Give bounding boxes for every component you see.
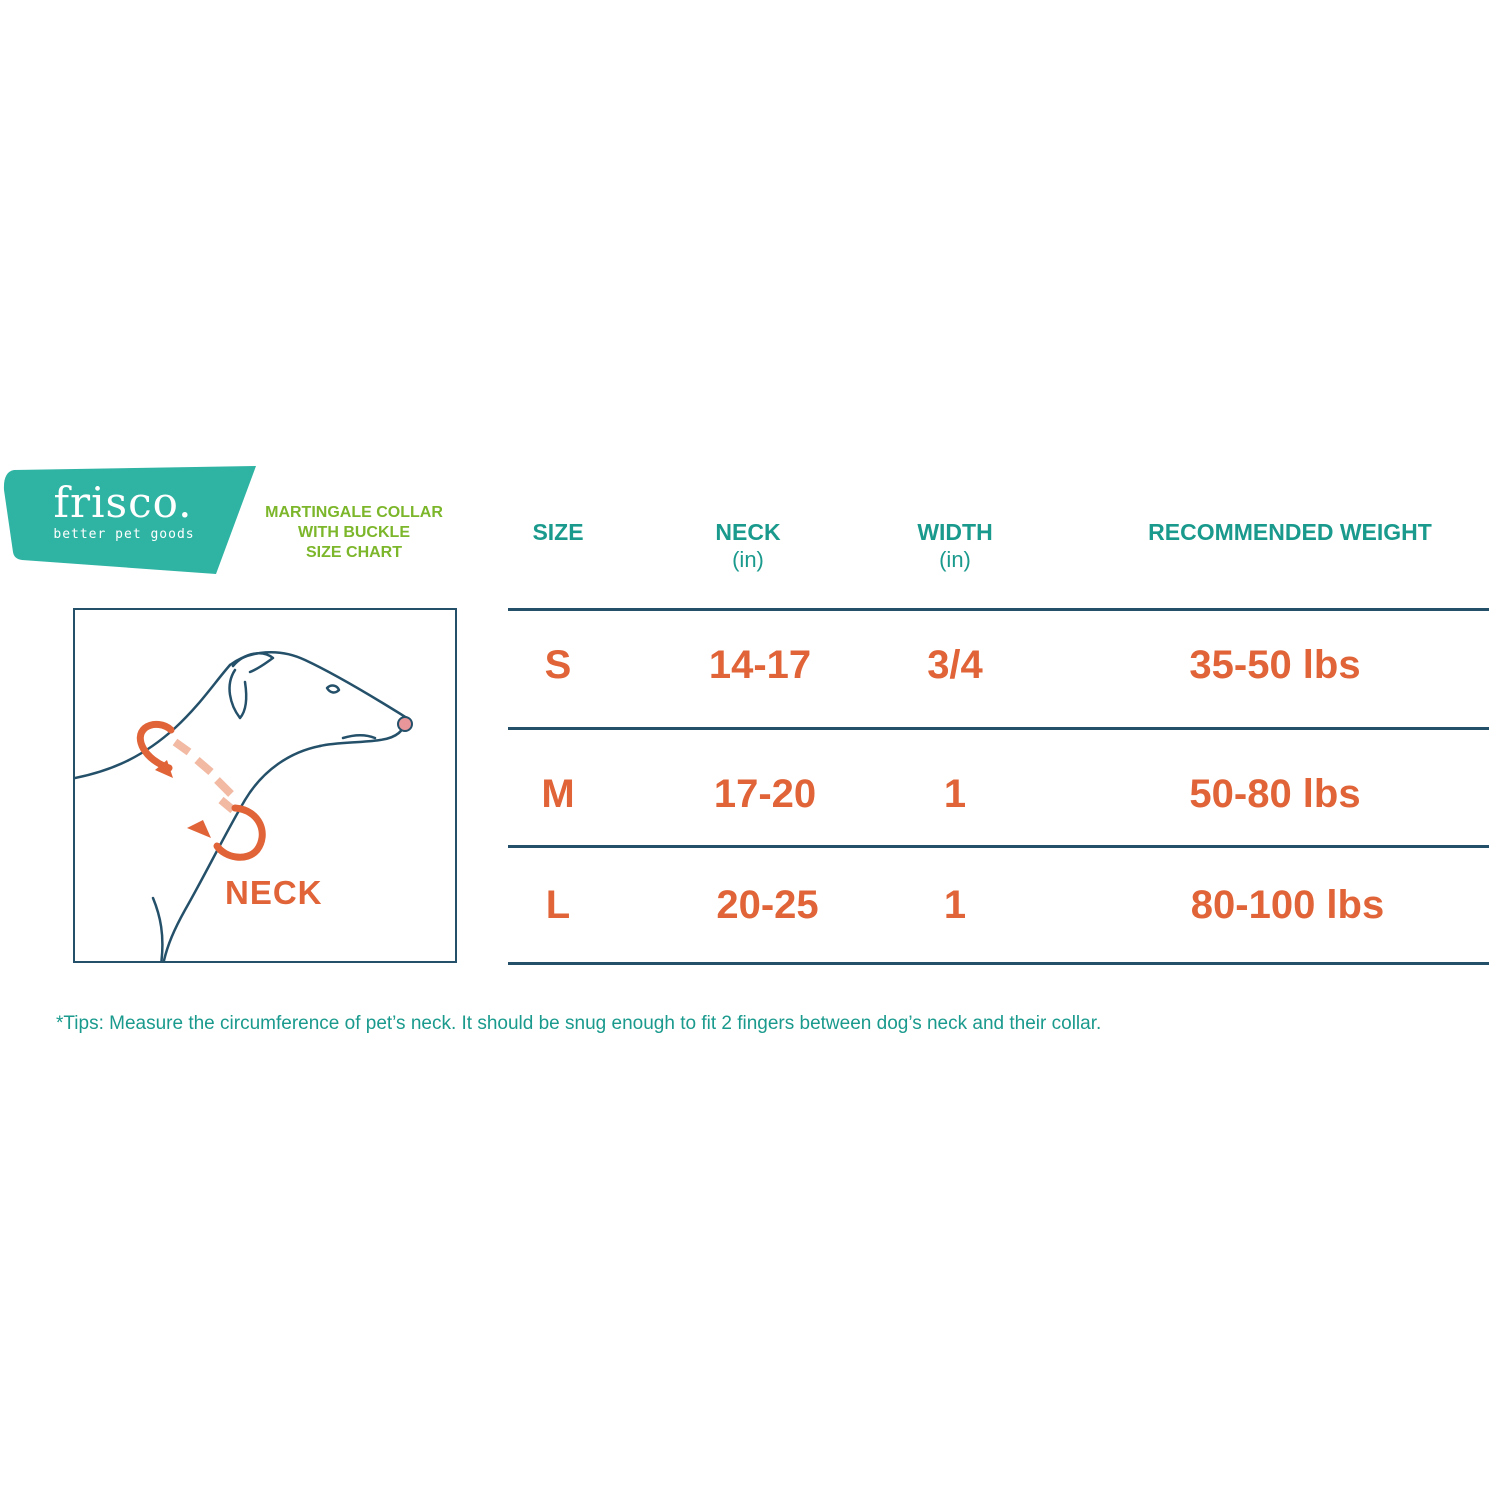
brand-tagline: better pet goods — [53, 527, 195, 542]
table-rule — [508, 962, 1489, 965]
table-cell-neck: 17-20 — [713, 772, 817, 816]
header-neck — [688, 518, 808, 574]
brand-name: frisco. — [53, 478, 193, 527]
header-recommended-weight — [1120, 518, 1460, 546]
header-neck-unit: (in) — [732, 547, 764, 572]
sizing-tips: *Tips: Measure the circumference of pet’s neck. It should be snug enough to fit 2 fingers between dog’s neck and their collar. — [56, 1013, 1102, 1034]
table-cell-weight: 80-100 lbs — [1190, 883, 1385, 927]
table-rule — [508, 845, 1489, 848]
header-weight-label: RECOMMENDED WEIGHT — [1148, 519, 1432, 545]
table-rule — [508, 727, 1489, 730]
table-cell-size: M — [541, 772, 575, 816]
neck-label: NECK — [225, 874, 323, 911]
table-rule — [508, 608, 1489, 611]
table-cell-neck: 20-25 — [716, 883, 819, 927]
table-cell-size: L — [545, 883, 571, 927]
dog-neck-illustration — [73, 608, 457, 963]
header-width-unit: (in) — [939, 547, 971, 572]
chart-title-line: WITH BUCKLE — [298, 524, 410, 541]
table-cell-neck: 14-17 — [708, 643, 812, 687]
table-cell-width: 1 — [943, 883, 967, 927]
header-size — [508, 518, 608, 546]
chart-title — [244, 503, 464, 563]
table-cell-width: 3/4 — [927, 643, 983, 687]
table-cell-weight: 35-50 lbs — [1189, 643, 1361, 687]
table-cell-width: 1 — [943, 772, 967, 816]
chart-title-line: MARTINGALE COLLAR — [265, 504, 443, 521]
table-cell-weight: 50-80 lbs — [1189, 772, 1361, 816]
table-cell-size: S — [544, 643, 572, 687]
header-neck-label: NECK — [715, 519, 781, 545]
header-width-label: WIDTH — [917, 519, 993, 545]
chart-title-line: SIZE CHART — [306, 544, 402, 561]
header-width — [890, 518, 1020, 574]
header-size-label: SIZE — [532, 519, 584, 545]
